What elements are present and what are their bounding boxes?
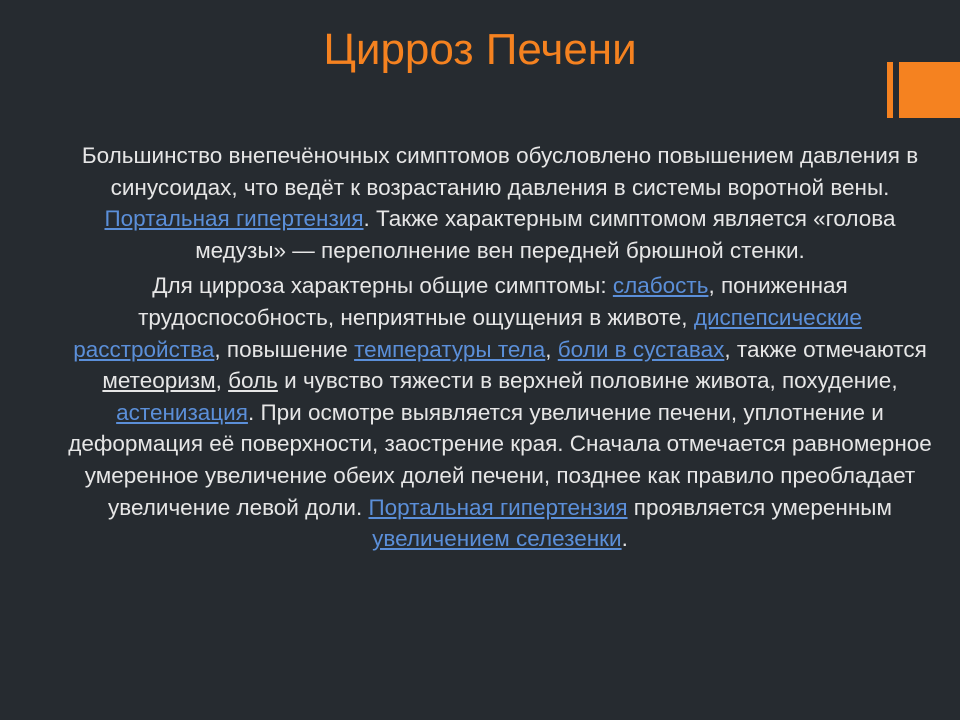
link-portal-hypertension-2[interactable]: Портальная гипертензия (368, 494, 628, 520)
link-weakness[interactable]: слабость (612, 273, 709, 299)
p2-text-4: , (545, 336, 558, 362)
p2-text-1: Для цирроза характерны общие симптомы: (152, 273, 613, 299)
link-joint-pain[interactable]: боли в суставах (557, 336, 725, 362)
p2-text-9: проявляется умеренным (627, 494, 892, 520)
link-body-temperature[interactable]: температуры тела (354, 336, 546, 362)
p2-text-8: . При осмотре выявляется увеличение печени, уплотнение и деформация её поверхности, заострение края. Сначала отмечается равномерное умеренное увеличение обеих долей печени, позднее как правило преобладает увеличение левой доли. (68, 399, 932, 520)
accent-bar-thick (899, 62, 960, 118)
link-portal-hypertension-1[interactable]: Портальная гипертензия (104, 206, 364, 232)
p2-text-5: , также отмечаются (724, 336, 927, 362)
accent-bar-thin (887, 62, 893, 118)
slide-title: Цирроз Печени (323, 25, 637, 74)
p2-text-6: , (215, 368, 229, 394)
slide-body (62, 140, 938, 559)
paragraph-2 (62, 270, 938, 554)
p2-text-10: . (621, 526, 628, 552)
p2-text-2: , пониженная трудоспособность, неприятные ощущения в животе, (138, 273, 848, 330)
link-asthenia[interactable]: астенизация (116, 399, 248, 425)
link-pain[interactable]: боль (228, 368, 278, 394)
link-spleen-enlargement[interactable]: увеличением селезенки (372, 526, 622, 552)
p1-text-2: . Также характерным симптомом является «голова медузы» — переполнение вен передней брюшной стенки. (195, 206, 896, 263)
link-dyspepsia[interactable]: диспепсические расстройства (73, 304, 862, 362)
paragraph-1 (62, 140, 938, 266)
p2-text-7: и чувство тяжести в верхней половине живота, похудение, (277, 368, 898, 394)
link-meteorism[interactable]: метеоризм (102, 368, 216, 394)
p1-text-1: Большинство внепечёночных симптомов обусловлено повышением давления в синусоидах, что ведёт к возрастанию давления в системы воротной вены. (81, 143, 919, 200)
p2-text-3: , повышение (214, 336, 355, 362)
